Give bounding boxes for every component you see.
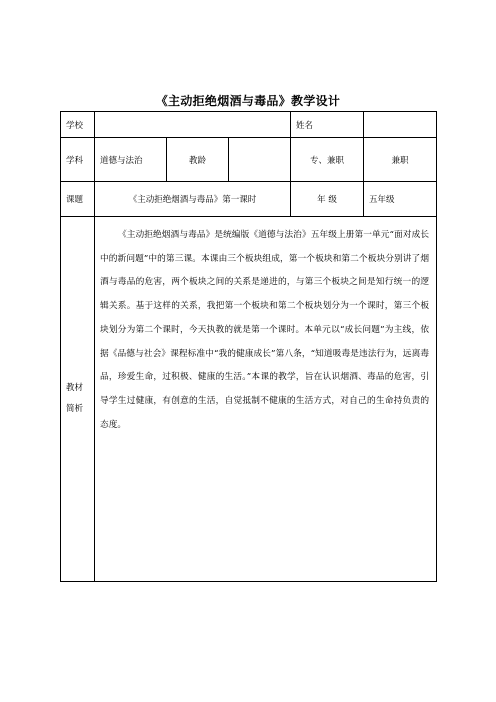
school-label: 学校 xyxy=(61,112,95,138)
analysis-text: 《主动拒绝烟酒与毒品》是统编版《道德与法治》五年级上册第一单元“面对成长中的新问题”中的第三课。本课由三个板块组成，第一个板块和第二个板块分别讲了烟酒与毒品的危害，两个板块之间的关系是递进的，与第三个板块之间是知行统一的逻辑关系。基于这样的关系，我把第一个板块和第二个板块划分为一个课时，第三个板块划分为第二个课时，今天执教的就是第一个课时。本单元以“成长问题”为主线，依据《品德与社会》课程标准中“我的健康成长”第八条，“知道吸毒是违法行为，远离毒品，珍爱生命，过积极、健康的生活。”本课的教学，旨在认识烟酒、毒品的危害，引导学生过健康，有创意的生活，自觉抵制不健康的生活方式，对自己的生命持负责的态度。 xyxy=(100,230,430,430)
document-title: 《主动拒绝烟酒与毒品》教学设计 xyxy=(155,94,341,108)
analysis-label-line1: 教材 xyxy=(66,383,84,393)
teaching-age-label: 教龄 xyxy=(167,138,229,182)
topic-label: 课题 xyxy=(61,182,95,217)
analysis-label-line2: 简析 xyxy=(66,404,84,414)
row-topic xyxy=(61,182,437,217)
teaching-age-value xyxy=(229,138,291,182)
topic-value: 《主动拒绝烟酒与毒品》第一课时 xyxy=(95,182,291,217)
subject-label: 学科 xyxy=(61,138,95,182)
row-subject xyxy=(61,138,437,182)
lesson-plan-table xyxy=(60,111,437,582)
name-value xyxy=(364,112,437,138)
analysis-cell xyxy=(95,217,437,582)
position-value: 兼职 xyxy=(364,138,437,182)
position-label: 专、兼职 xyxy=(291,138,364,182)
row-material-analysis xyxy=(61,217,437,582)
grade-value: 五年级 xyxy=(364,182,437,217)
grade-label: 年 级 xyxy=(291,182,364,217)
name-label: 姓名 xyxy=(291,112,364,138)
school-value xyxy=(95,112,291,138)
row-school xyxy=(61,112,437,138)
analysis-label xyxy=(61,217,95,582)
subject-value: 道德与法治 xyxy=(95,138,167,182)
